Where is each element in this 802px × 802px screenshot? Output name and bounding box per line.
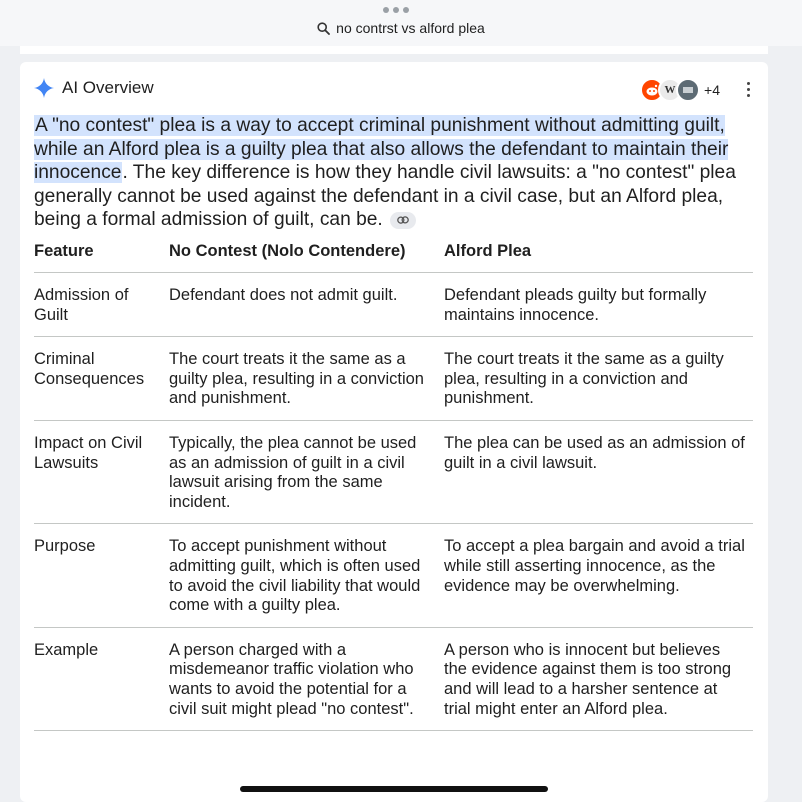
search-query-text: no contrst vs alford plea xyxy=(336,20,485,36)
magnifier-icon xyxy=(317,22,330,35)
window-handle-dots[interactable] xyxy=(383,7,409,13)
no-contest-cell: Defendant does not admit guilt. xyxy=(169,273,444,337)
previous-result-edge xyxy=(20,46,768,54)
summary-highlight: A "no contest" plea is a way to accept criminal punishment without admitting guilt, while an Alford plea is a guilty plea that also allows the defendant to maintain their innocence xyxy=(34,115,729,183)
link-icon[interactable] xyxy=(390,212,416,229)
alford-cell: Defendant pleads guilty but formally maintains innocence. xyxy=(444,273,753,337)
feature-cell: Purpose xyxy=(34,524,169,627)
header-no-contest: No Contest (Nolo Contendere) xyxy=(169,242,444,273)
alford-cell: The court treats it the same as a guilty plea, resulting in a conviction and punishment. xyxy=(444,337,753,421)
table-row xyxy=(34,627,753,730)
table-row xyxy=(34,420,753,523)
wikipedia-source-icon[interactable]: W xyxy=(658,78,682,102)
alford-cell: To accept a plea bargain and avoid a trial while still asserting innocence, as the evidence may be overwhelming. xyxy=(444,524,753,627)
ai-overview-title: AI Overview xyxy=(62,78,154,97)
ai-overview-card xyxy=(20,62,768,802)
no-contest-cell: A person charged with a misdemeanor traffic violation who wants to avoid the potential for a civil suit might plead "no contest". xyxy=(169,627,444,730)
more-vert-icon[interactable] xyxy=(747,82,750,97)
website-source-icon[interactable] xyxy=(676,78,700,102)
table-header-row xyxy=(34,242,753,273)
search-query-bar[interactable] xyxy=(0,20,802,36)
no-contest-cell: The court treats it the same as a guilty plea, resulting in a conviction and punishment. xyxy=(169,337,444,421)
no-contest-cell: Typically, the plea cannot be used as an admission of guilt in a civil lawsuit arising from the same incident. xyxy=(169,420,444,523)
alford-cell: A person who is innocent but believes the evidence against them is too strong and will lead to a harsher sentence at trial might enter an Alford plea. xyxy=(444,627,753,730)
feature-cell: Example xyxy=(34,627,169,730)
feature-cell: Admission of Guilt xyxy=(34,273,169,337)
browser-top-bar xyxy=(0,0,802,46)
comparison-table xyxy=(34,242,753,731)
home-indicator[interactable] xyxy=(240,786,548,792)
feature-cell: Criminal Consequences xyxy=(34,337,169,421)
feature-cell: Impact on Civil Lawsuits xyxy=(34,420,169,523)
ai-overview-header xyxy=(34,78,154,98)
source-avatars[interactable] xyxy=(640,78,720,102)
header-feature: Feature xyxy=(34,242,169,273)
gemini-spark-icon xyxy=(34,78,54,98)
header-alford: Alford Plea xyxy=(444,242,753,273)
table-row xyxy=(34,273,753,337)
overview-summary xyxy=(34,114,740,232)
no-contest-cell: To accept punishment without admitting guilt, which is often used to avoid the civil liability that would come with a guilty plea. xyxy=(169,524,444,627)
table-row xyxy=(34,524,753,627)
summary-text: . The key difference is how they handle civil lawsuits: a "no contest" plea generally cannot be used against the defendant in a civil case, but an Alford plea, being a formal admission of guilt, can be. xyxy=(34,162,736,230)
more-sources-count[interactable]: +4 xyxy=(704,82,720,98)
table-row xyxy=(34,337,753,421)
alford-cell: The plea can be used as an admission of guilt in a civil lawsuit. xyxy=(444,420,753,523)
